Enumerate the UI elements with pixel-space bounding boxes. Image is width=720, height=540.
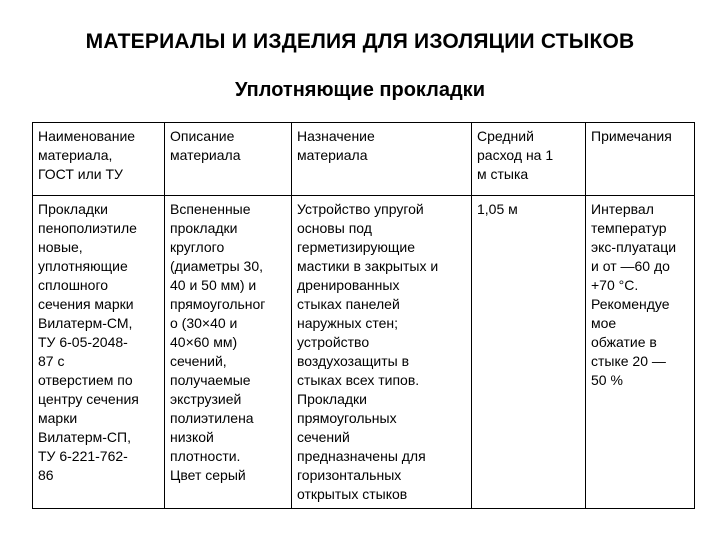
cell-purpose: Устройство упругой основы под герметизирующие мастики в закрытых и дренированных стыках панелей наружных стен; устройство воздухозащиты в стыках всех типов. Прокладки прямоугольных сечений предназначены для горизонтальных открытых стыков (292, 196, 472, 509)
page-title: МАТЕРИАЛЫ И ИЗДЕЛИЯ ДЛЯ ИЗОЛЯЦИИ СТЫКОВ (85, 30, 635, 53)
header-cell-purpose: Назначение материала (292, 123, 472, 196)
cell-notes: Интервал температур экс-плуатаци и от —60 до +70 °С. Рекомендуе мое обжатие в стыке 20 — 50 % (586, 196, 695, 509)
table-row (33, 196, 695, 509)
cell-consumption: 1,05 м (472, 196, 586, 509)
header-cell-name: Наименование материала, ГОСТ или ТУ (33, 123, 165, 196)
cell-description: Вспененные прокладки круглого (диаметры 30, 40 и 50 мм) и прямоугольног о (30×40 и 40×60 мм) сечений, получаемые экструзией полиэтилена низкой плотности. Цвет серый (165, 196, 292, 509)
header-cell-description: Описание материала (165, 123, 292, 196)
header-cell-consumption: Средний расход на 1 м стыка (472, 123, 586, 196)
materials-table (32, 122, 695, 509)
page-subtitle: Уплотняющие прокладки (235, 79, 485, 101)
table-header-row (33, 123, 695, 196)
cell-name: Прокладки пенополиэтиле новые, уплотняющие сплошного сечения марки Вилатерм-СМ, ТУ 6-05-2048- 87 с отверстием по центру сечения марки Вилатерм-СП, ТУ 6-221-762- 86 (33, 196, 165, 509)
header-cell-notes: Примечания (586, 123, 695, 196)
